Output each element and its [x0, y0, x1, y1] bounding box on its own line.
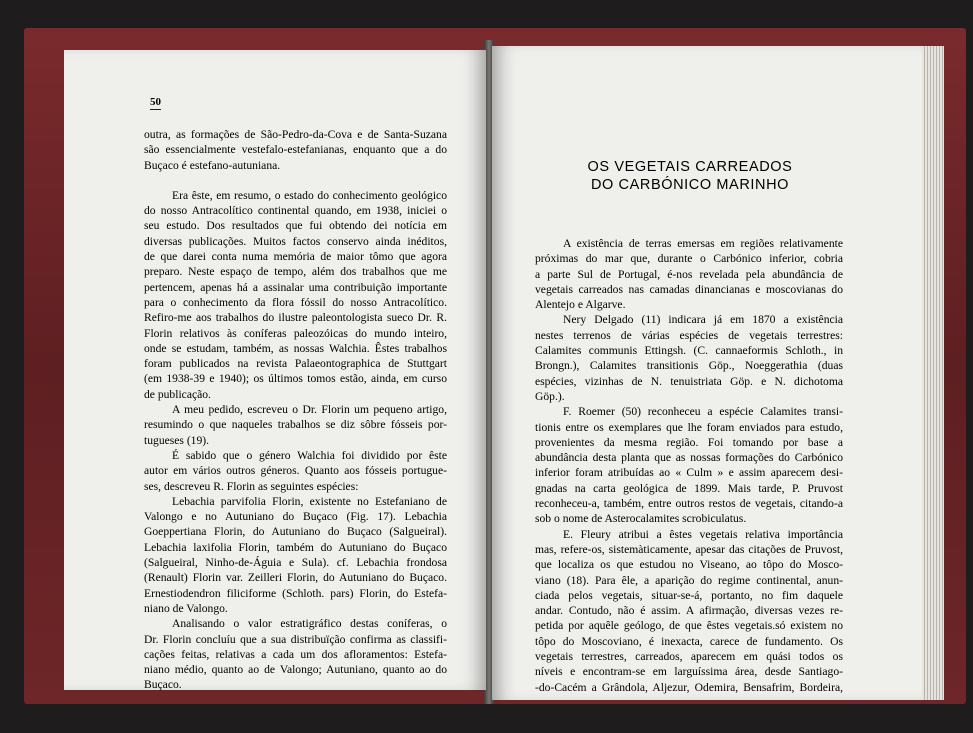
text-line: mas, refere-os, sistemàticamente, apesar das citações de Pruvost,	[535, 542, 843, 556]
text-line: -do-Cacém a Grândola, Aljezur, Odemira, Bensafrim, Bordeira,	[535, 680, 843, 694]
text-line: Göp.).	[535, 389, 565, 403]
text-line: Dr. Florin concluíu que a sua distribuïção confirma as classifi-	[144, 632, 447, 646]
page-edges	[922, 46, 944, 700]
paragraph	[535, 312, 843, 404]
left-page-text	[144, 127, 447, 693]
text-line: Alentejo e Algarve.	[535, 298, 626, 312]
chapter-title-line: DO CARBÓNICO MARINHO	[590, 177, 790, 193]
text-line: autor em vários outros géneros. Quanto aos fósseis portugue-	[144, 464, 447, 478]
text-line: viano (18). Para êle, a aparição do regime continental, anun-	[535, 573, 843, 587]
text-line: gnadas na carta geológica de 1899. Mais tarde, P. Pruvost	[535, 481, 843, 495]
text-line: ciada pelos vegetais, situar-se-á, portanto, no fim daquele	[535, 588, 843, 602]
text-line: Nery Delgado (11) indicara já em 1870 a existência	[563, 313, 843, 327]
text-line: de que darei conta numa memória de maior tômo que agora	[144, 250, 447, 264]
text-line: Era êste, em resumo, o estado do conhecimento geológico	[172, 188, 447, 202]
text-line: sob o nome de Asterocalamites scrobiculatus.	[535, 512, 747, 526]
page-number: 50	[150, 96, 161, 108]
text-line: Analisando o valor estratigráfico destas coníferas, o	[172, 617, 447, 631]
text-line: E. Fleury atribui a êstes vegetais relativa importância	[563, 527, 843, 541]
text-line: niano de Valongo.	[144, 601, 228, 615]
text-line: niano médio, quanto ao de Valongo; Autuniano, quanto ao do	[144, 663, 447, 677]
paragraph	[144, 448, 447, 494]
text-line: são essencialmente vestefalo-estefanianas, enquanto que a do	[144, 143, 447, 157]
text-line: Calamites communis Ettingsh. (C. cannaeformis Schloth., in	[535, 344, 843, 358]
text-line: que localiza os que estudou no Viseano, ao tôpo do Mosco-	[535, 558, 843, 572]
text-line: do nosso Antracolítico continental quando, em 1938, iniciei o	[144, 204, 447, 218]
text-line: tugueses (19).	[144, 433, 210, 447]
text-line: preparo. Neste espaço de tempo, além dos trabalhos que me	[144, 265, 447, 279]
text-line: a parte Sul de Portugal, é-nos revelada pela abundância de	[535, 267, 843, 281]
text-line: seu estudo. Dos resultados que fui obtendo dei notícia em	[144, 219, 447, 233]
text-line: reconheceu-a, também, entre outros restos de vegetais, citando-a	[535, 497, 843, 511]
text-line: (em 1938-39 e 1940); os últimos tomos estão, ainda, em curso	[144, 372, 447, 386]
chapter-title	[540, 158, 840, 194]
text-line: É sabido que o género Walchia foi dividido por êste	[172, 448, 447, 462]
text-line: petida por aquêle geólogo, de que êstes vegetais.só existem no	[535, 619, 843, 633]
paragraph	[535, 527, 843, 695]
text-line: tôpo do Moscoviano, é inexacta, carece de fundamento. Os	[535, 634, 843, 648]
text-line: andar. Contudo, não é assim. A afirmação, diversas vezes re-	[535, 604, 843, 618]
text-line: abundância desta planta que as nossas formações do Carbónico	[535, 451, 843, 465]
paragraph	[535, 236, 843, 312]
text-line: Ernestiodendron filiciforme (Schloth. pars) Florin, do Estefa-	[144, 586, 447, 600]
text-line: Brongn.), Calamites transitionis Göp., Noeggerathia (duas	[535, 359, 843, 373]
text-line: Refiro-me aos trabalhos do ilustre paleontologista sueco Dr. R.	[144, 311, 447, 325]
text-line: onde se estudam, também, as nossas Walchia. Êstes trabalhos	[144, 341, 447, 355]
text-line: (Salgueiral, Ninho-de-Águia e Sula). cf. Lebachia frondosa	[144, 556, 447, 570]
text-line: Lebachia laxifolia Florin, também do Autuniano do Buçaco	[144, 540, 447, 554]
text-line: para o conhecimento da flora fóssil do nosso Antracolítico.	[144, 295, 447, 309]
text-line: A existência de terras emersas em regiões relativamente	[563, 237, 843, 250]
text-line: Goeppertiana Florin, do Autuniano do Buçaco (Salgueiral).	[144, 525, 447, 539]
text-line: provenientes da mesma região. Foi tomando por base a	[535, 435, 843, 449]
text-line: ses, descreveu R. Florin as seguintes espécies:	[144, 479, 359, 493]
text-line: nestes terrenos de várias espécies de vegetais terrestres:	[535, 328, 843, 342]
text-line: Valongo e no Autuniano do Buçaco (Fig. 17). Lebachia	[144, 510, 447, 524]
text-line: tionis entre os exemplares que lhe foram enviados para estudo,	[535, 420, 843, 434]
text-line: A meu pedido, escreveu o Dr. Florin um pequeno artigo,	[172, 403, 447, 417]
paragraph	[144, 127, 447, 173]
text-line: vegetais terrestres, carreados, aparecem em quási todos os	[535, 650, 843, 664]
paragraph	[144, 494, 447, 616]
text-line: espécies, vizinhas de N. tenuistriata Göp. e N. dichotoma	[535, 374, 843, 388]
paragraph	[535, 404, 843, 526]
text-line: foram publicados na revista Palaeontographica de Stuttgart	[144, 357, 447, 371]
right-page-text	[535, 236, 843, 695]
text-line: inferior foram atribuídas ao « Culm » e assim aparecem desi-	[535, 466, 843, 480]
text-line: resumindo o que naqueles trabalhos se diz sôbre fósseis por-	[144, 418, 447, 432]
text-line: diversas publicações. Muitos factos conservo ainda inéditos,	[144, 234, 447, 248]
text-line: cações feitas, relativas a cada um dos afloramentos: Estefa-	[144, 647, 447, 661]
paragraph	[144, 188, 447, 402]
text-line: Buçaco é estefano-autuniana.	[144, 158, 281, 172]
paragraph	[144, 616, 447, 692]
text-line: pertencem, apenas há a assinalar uma contribuição importante	[144, 280, 447, 294]
text-line: vegetais carreados nas camadas dinancianas e moscovianas do	[535, 282, 843, 296]
text-line: Florin relativos às coníferas paleozóicas do mundo inteiro,	[144, 326, 447, 340]
text-line: de publicação.	[144, 387, 211, 401]
text-line: níveis e encontram-se em larguíssima área, desde Santiago-	[535, 665, 843, 679]
text-line: Buçaco.	[144, 678, 182, 692]
text-line: Lebachia parvifolia Florin, existente no Estefaniano de	[172, 494, 447, 508]
text-line: outra, as formações de São-Pedro-da-Cova e de Santa-Suzana	[144, 128, 447, 141]
chapter-title-line: OS VEGETAIS CARREADOS	[587, 159, 793, 175]
text-line: (Renault) Florin var. Zeilleri Florin, do Autuniano do Buçaco.	[144, 571, 447, 585]
paragraph	[144, 402, 447, 448]
text-line: próximas do mar que, durante o Carbónico inferior, cobria	[535, 252, 843, 266]
text-line: F. Roemer (50) reconheceu a espécie Calamites transi-	[563, 405, 843, 419]
